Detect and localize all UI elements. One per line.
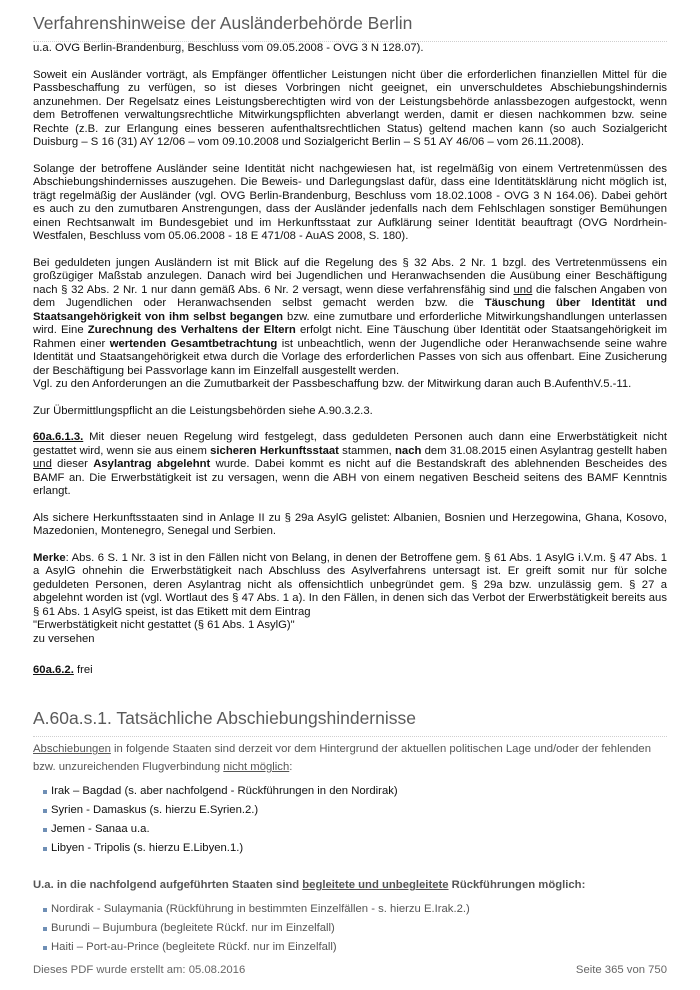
list-item: Irak – Bagdad (s. aber nachfolgend - Rückführungen in den Nordirak) — [33, 782, 667, 801]
creation-date: Dieses PDF wurde erstellt am: 05.08.2016 — [33, 964, 246, 976]
section-title: A.60a.s.1. Tatsächliche Abschiebungshindernisse — [33, 706, 667, 737]
document-title: Verfahrenshinweise der Ausländerbehörde Berlin — [33, 12, 667, 42]
abschiebungen-link[interactable]: Abschiebungen — [33, 743, 111, 755]
subheading-possible: U.a. in die nachfolgend aufgeführten Staaten sind begleitete und unbegleitete Rückführungen möglich: — [33, 879, 586, 891]
list-not-possible — [33, 782, 667, 858]
paragraph-passbeschaffung: Soweit ein Ausländer vorträgt, als Empfänger öffentlicher Leistungen nicht über die erforderlichen finanziellen Mittel für die Passbeschaffung zu verfügen, so ist dieses Vorbringen nicht geeignet, ein unverschuldetes Abschiebungshindernis anzunehmen. Der Regelsatz eines Leistungsberechtigten wird von der Leistungsbehörde anlassbezogen aufgestockt, wenn dem Betroffenen verwaltungsrechtliche Mitwirkungspflichten abverlangt werden, damit er diesen nachkommen bzw. seine Rechte (z.B. zur Erlangung eines besseren aufenthaltsrechtlichen Status) geltend machen kann (so auch Sozialgericht Duisburg – S 16 (31) AY 12/06 – vom 09.10.2008 und Sozialgericht Berlin – S 51 AY 46/06 – vom 26.11.2008). — [33, 68, 667, 148]
paragraph-junge-auslaender: Bei geduldeten jungen Ausländern ist mit Blick auf die Regelung des § 32 Abs. 2 Nr. 1 bzgl. des Vertretenmüssens ein großzügiger Maßstab anzulegen. Danach wird bei Jugendlichen und Heranwachsenden die Ausübung einer Beschäftigung nach § 32 Abs. 2 Nr. 1 nur dann gemäß Abs. 6 Nr. 2 versagt, wenn diese verfahrensfähig sind und die falschen Angaben von dem Jugendlichen oder Heranwachsenden selbst gemacht werden bzw. die Täuschung über Identität und Staatsangehörigkeit von ihm selbst begangen bzw. eine zumutbare und erforderliche Mitwirkungshandlungen unterlassen wird. Eine Zurechnung des Verhaltens der Eltern erfolgt nicht. Eine Täuschung über Identität oder Staatsangehörigkeit im Rahmen einer wertenden Gesamtbetrachtung ist unbeachtlich, wenn der Jugendliche oder Heranwachsende seine wahre Identität und Staatsangehörigkeit etwa durch die Vorlage des erforderlichen Passes von sich aus offenbart. Eine Zusicherung der Beschäftigung bei Passvorlage kann im Einzelfall ausgestellt werden. — [33, 256, 668, 377]
bullet-icon — [43, 809, 47, 813]
paragraph-zumutbarkeit: Vgl. zu den Anforderungen an die Zumutbarkeit der Passbeschaffung bzw. der Mitwirkung daran auch B.AufenthV.5.-11. — [33, 378, 632, 390]
begleitete-link[interactable]: begleitete und unbegleitete — [302, 879, 449, 891]
bullet-icon — [43, 927, 47, 931]
list-item: Burundi – Bujumbura (begleitete Rückf. nur im Einzelfall) — [33, 919, 667, 938]
list-item: Jemen - Sanaa u.a. — [33, 820, 667, 839]
paragraph-zu-versehen: zu versehen — [33, 632, 95, 645]
bullet-icon — [43, 847, 47, 851]
list-possible — [33, 900, 667, 957]
document-body — [33, 42, 667, 691]
paragraph-uebermittlung: Zur Übermittlungspflicht an die Leistungsbehörden siehe A.90.3.2.3. — [33, 404, 373, 417]
page-footer — [33, 964, 667, 976]
nicht-moeglich-link[interactable]: nicht möglich — [223, 761, 290, 773]
list-item: Nordirak - Sulaymania (Rückführung in bestimmten Einzelfällen - s. hierzu E.Irak.2.) — [33, 900, 667, 919]
paragraph-identitaet: Solange der betroffene Ausländer seine Identität nicht nachgewiesen hat, ist regelmäßig von einem Vertretenmüssen des Abschiebungshindernisses auszugehen. Die Beweis- und Darlegungslast dafür, dass eine Identitätsklärung nicht möglich ist, trägt regelmäßig der Ausländer (vgl. OVG Berlin-Brandenburg, Beschluss vom 18.02.1008 - OVG 3 N 164.06). Dabei gehört es auch zu den zumutbaren Anstrengungen, dass der Ausländer jedenfalls nach dem Fehlschlagen sonstiger Bemühungen einen Rechtsanwalt im Bundesgebiet und im Herkunftsstaat zur Aufklärung seiner Identität beauftragt (OVG Nordrhein-Westfalen, Beschluss vom 05.06.2008 - 18 E 471/08 - AuAS 2008, S. 180). — [33, 162, 667, 242]
bullet-icon — [43, 946, 47, 950]
list-item: Syrien - Damaskus (s. hierzu E.Syrien.2.) — [33, 801, 667, 820]
list-item: Haiti – Port-au-Prince (begleitete Rückf. nur im Einzelfall) — [33, 938, 667, 957]
section-intro: Abschiebungen in folgende Staaten sind derzeit vor dem Hintergrund der aktuellen politischen Lage und/oder der fehlenden bzw. unzureichenden Flugverbindung nicht möglich: — [33, 743, 651, 773]
paragraph-60a-6-1-3: 60a.6.1.3. Mit dieser neuen Regelung wird festgelegt, dass geduldeten Personen auch dann eine Erwerbstätigkeit nicht gestattet wird, wenn sie aus einem sicheren Herkunftsstaat stammen, nach dem 31.08.2015 einen Asylantrag gestellt haben und dieser Asylantrag abgelehnt wurde. Dabei kommt es nicht auf die Bestandskraft des ablehnenden Bescheides des BAMF an. Die Erwerbstätigkeit ist zu versagen, wenn die ABH von einem negativen Bescheid seitens des BAMF Kenntnis erlangt. — [33, 431, 668, 497]
bullet-icon — [43, 790, 47, 794]
paragraph-60a-6-2: 60a.6.2. frei — [33, 664, 93, 676]
page-number: Seite 365 von 750 — [575, 964, 667, 976]
etikett-quote: "Erwerbstätigkeit nicht gestattet (§ 61 Abs. 1 AsylG)" — [33, 619, 295, 631]
paragraph-herkunftsstaaten: Als sichere Herkunftsstaaten sind in Anlage II zu § 29a AsylG gelistet: Albanien, Bosnien und Herzegowina, Ghana, Kosovo, Mazedonien, Montenegro, Senegal und Serbien. — [33, 511, 667, 537]
section-body — [33, 740, 667, 957]
paragraph-merke: Merke: Abs. 6 S. 1 Nr. 3 ist in den Fällen nicht von Belang, in denen der Betroffene gem. § 61 Abs. 1 AsylG i.V.m. § 47 Abs. 1 a AsylG ohnehin die Erwerbstätigkeit nach Abschluss des Asylverfahrens untersagt ist. Er greift somit nur für solche geduldeten Personen, deren Asylantrag nicht als offensichtlich unbegründet gem. § 29a bzw. unzulässig gem. § 27 a abgelehnt worden ist (vgl. Wortlaut des § 47 Abs. 1 a). In den Fällen, in denen sich das Verbot der Erwerbstätigkeit bereits aus § 61 Abs. 1 AsylG speist, ist das Etikett mit dem Eintrag — [33, 551, 667, 618]
bullet-icon — [43, 908, 47, 912]
list-item: Libyen - Tripolis (s. hierzu E.Libyen.1.) — [33, 839, 667, 858]
bullet-icon — [43, 828, 47, 832]
paragraph-reference: u.a. OVG Berlin-Brandenburg, Beschluss vom 09.05.2008 - OVG 3 N 128.07). — [33, 42, 424, 54]
